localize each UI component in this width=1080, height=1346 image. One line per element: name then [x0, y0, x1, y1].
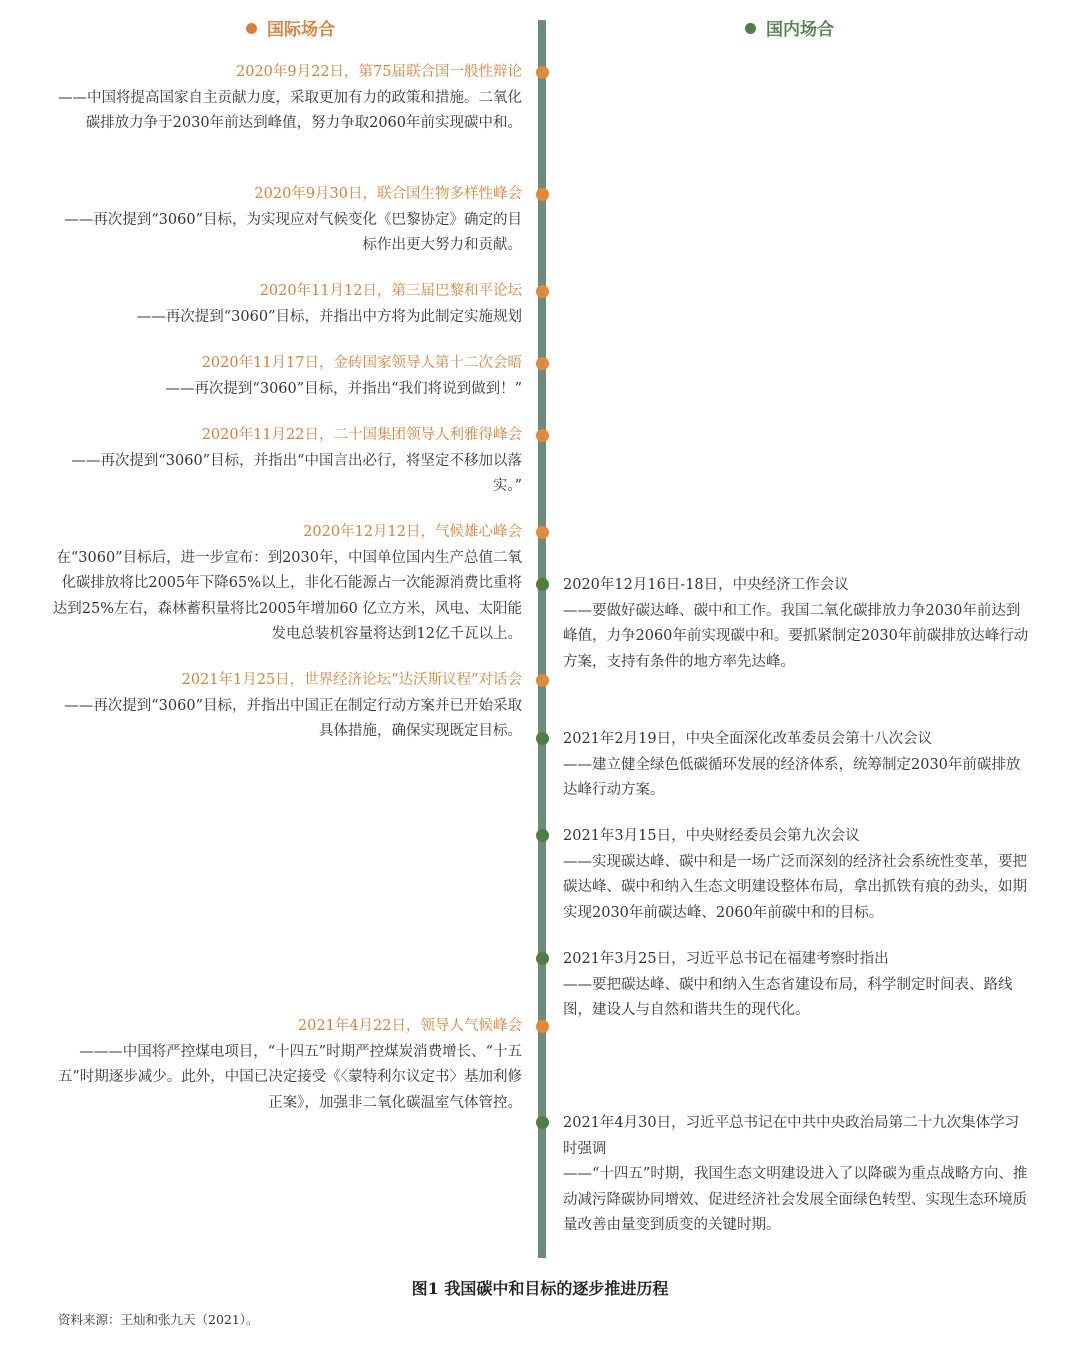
- header-international-label: 国际场合: [267, 20, 335, 40]
- event-title: 2021年4月30日，习近平总书记在中共中央政治局第二十九次集体学习时强调: [563, 1115, 1020, 1157]
- event-title: 2021年3月25日，习近平总书记在福建考察时指出: [563, 951, 889, 967]
- event-title: 2020年11月12日，第三届巴黎和平论坛: [259, 283, 522, 299]
- event-domestic: [563, 727, 1033, 804]
- event-description: ——“十四五”时期，我国生态文明建设进入了以降碳为重点战略方向、推动减污降碳协同增效、促进经济社会发展全面绿色转型、实现生态环境质量改善由量变到质变的关键时期。: [563, 1166, 1028, 1233]
- event-title: 2020年9月30日，联合国生物多样性峰会: [254, 186, 522, 202]
- event-description: ——再次提到“3060”目标，并指出中方将为此制定实施规划: [136, 308, 522, 325]
- event-title: 2020年9月22日，第75届联合国一般性辩论: [235, 64, 522, 80]
- event-title: 2020年11月22日，二十国集团领导人利雅得峰会: [201, 427, 522, 443]
- header-domestic: [745, 18, 834, 42]
- event-international: [52, 423, 522, 500]
- event-description: ——实现碳达峰、碳中和是一场广泛而深刻的经济社会系统性变革，要把碳达峰、碳中和纳入生态文明建设整体布局，拿出抓铁有痕的劲头，如期实现2030年前碳达峰、2060年前碳中和的目标。: [563, 853, 1027, 921]
- timeline-dot-international: [536, 66, 549, 79]
- orange-dot-icon: [246, 23, 257, 34]
- timeline-dot-international: [536, 526, 549, 539]
- event-description: ——建立健全绿色低碳循环发展的经济体系，统筹制定2030年前碳排放达峰行动方案。: [563, 756, 1021, 798]
- event-description: ——再次提到“3060”目标，为实现应对气候变化《巴黎协定》确定的目标作出更大努力和贡献。: [64, 211, 522, 253]
- event-domestic: [563, 947, 1033, 1024]
- timeline-dot-international: [536, 285, 549, 298]
- timeline-dot-international: [536, 1020, 549, 1033]
- event-description: ——再次提到“3060”目标，并指出“中国言出必行，将坚定不移加以落实。”: [71, 452, 522, 494]
- source-note: 资料来源：王灿和张九天（2021）。: [58, 1312, 259, 1327]
- timeline-dot-domestic: [536, 732, 549, 745]
- event-international: [52, 60, 522, 137]
- timeline-dot-domestic: [536, 829, 549, 842]
- event-description: ——要做好碳达峰、碳中和工作。我国二氧化碳排放力争2030年前达到峰值，力争2060年前实现碳中和。要抓紧制定2030年前碳排放达峰行动方案，支持有条件的地方率先达峰。: [563, 602, 1029, 670]
- event-title: 2021年1月25日，世界经济论坛“达沃斯议程”对话会: [181, 672, 522, 688]
- green-dot-icon: [745, 23, 756, 34]
- timeline-axis: [538, 20, 546, 1258]
- event-description: ——再次提到“3060”目标，并指出中国正在制定行动方案并已开始采取具体措施，确保实现既定目标。: [64, 697, 522, 739]
- timeline-dot-international: [536, 429, 549, 442]
- event-domestic: [563, 1111, 1033, 1239]
- timeline-dot-international: [536, 188, 549, 201]
- event-international: [52, 668, 522, 745]
- event-title: 2021年4月22日，领导人气候峰会: [297, 1018, 522, 1034]
- event-international: [52, 279, 522, 330]
- timeline-dot-international: [536, 357, 549, 370]
- event-international: [52, 182, 522, 259]
- event-description: ——再次提到“3060”目标，并指出“我们将说到做到！”: [165, 380, 522, 397]
- event-title: 2021年3月15日，中央财经委员会第九次会议: [563, 828, 860, 844]
- event-description: ——中国将提高国家自主贡献力度，采取更加有力的政策和措施。二氧化碳排放力争于2030年前达到峰值，努力争取2060年前实现碳中和。: [58, 89, 522, 131]
- event-title: 2020年12月16日-18日，中央经济工作会议: [563, 577, 849, 593]
- event-title: 2021年2月19日，中央全面深化改革委员会第十八次会议: [563, 731, 933, 747]
- event-domestic: [563, 824, 1033, 926]
- header-international: [246, 18, 335, 42]
- event-description: ———中国将严控煤电项目，“十四五”时期严控煤炭消费增长、“十五五”时期逐步减少。此外，中国已决定接受《〈蒙特利尔议定书〉基加利修正案》，加强非二氧化碳温室气体管控。: [57, 1043, 522, 1111]
- timeline-dot-international: [536, 674, 549, 687]
- event-description: ——要把碳达峰、碳中和纳入生态省建设布局，科学制定时间表、路线图，建设人与自然和谐共生的现代化。: [563, 976, 1013, 1018]
- event-international: [52, 351, 522, 402]
- timeline-dot-domestic: [536, 1116, 549, 1129]
- event-international: [52, 520, 522, 648]
- event-international: [52, 1014, 522, 1116]
- event-description: 在“3060”目标后，进一步宣布：到2030年，中国单位国内生产总值二氧化碳排放将比2005年下降65%以上，非化石能源占一次能源消费比重将达到25%左右，森林蓄积量将比2005年增加60 亿立方米，风电、太阳能发电总装机容量将达到12亿千瓦以上。: [52, 549, 522, 642]
- event-title: 2020年12月12日，气候雄心峰会: [303, 524, 522, 540]
- timeline-dot-domestic: [536, 952, 549, 965]
- event-title: 2020年11月17日，金砖国家领导人第十二次会晤: [201, 355, 522, 371]
- figure-caption: 图1 我国碳中和目标的逐步推进历程: [411, 1279, 669, 1298]
- timeline-dot-domestic: [536, 578, 549, 591]
- event-domestic: [563, 573, 1033, 675]
- header-domestic-label: 国内场合: [766, 20, 834, 40]
